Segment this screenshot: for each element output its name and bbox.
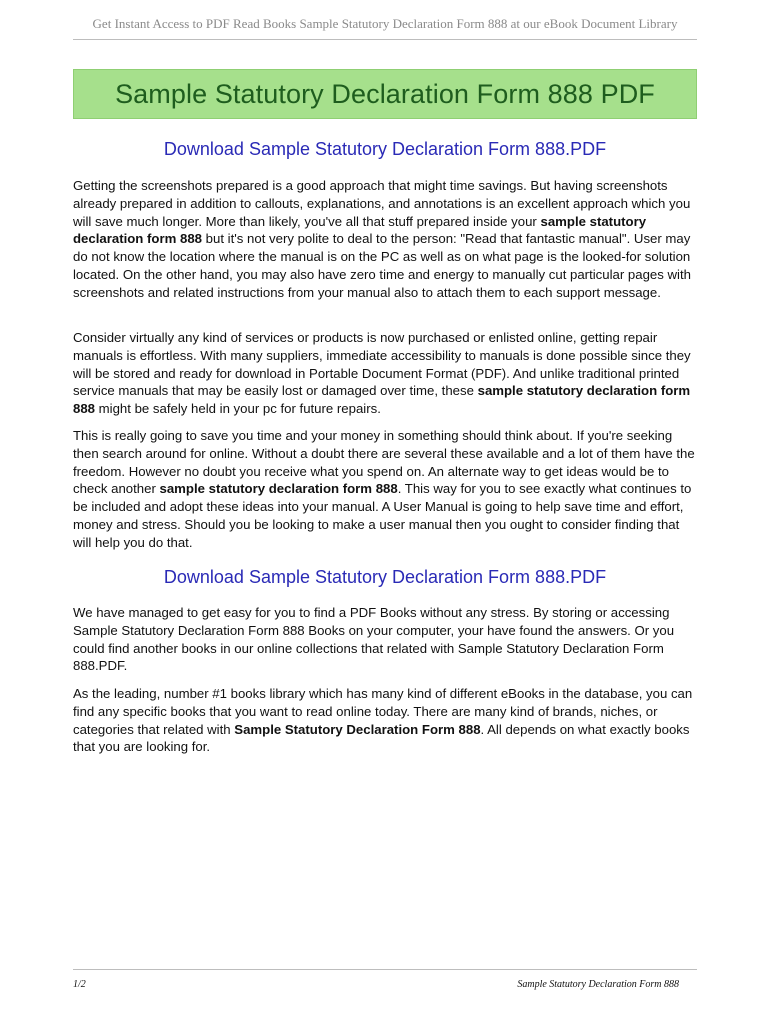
- paragraph-5-text-a: As the leading, number #1 books library which has many kind of different eBooks in the database, you can find any specific books that you want to read online today. There are many kind of brands, niches, or categories that related with: [73, 686, 693, 737]
- footer-title: Sample Statutory Declaration Form 888: [517, 979, 679, 990]
- paragraph-4-text-a: We have managed to get easy for you to find a PDF Books without any stress. By storing or accessing Sample Statutory Declaration Form 888 Books on your computer, your have found the answers. Or you could find another books in our online collections that related with Sample Statutory Declaration Form 888.PDF.: [73, 605, 675, 674]
- paragraph-1: [73, 177, 697, 302]
- page-header-text: Get Instant Access to PDF Read Books Sample Statutory Declaration Form 888 at our eBook Document Library: [92, 16, 678, 31]
- paragraph-2: [73, 329, 697, 418]
- paragraph-5-text-c: . All depends on what exactly books that you are looking for.: [73, 721, 690, 755]
- paragraph-3: [73, 427, 697, 552]
- page-number: 1/2: [73, 979, 86, 990]
- paragraph-2-keyword: sample statutory declaration form 888: [73, 383, 691, 417]
- header-divider: [73, 39, 697, 40]
- paragraph-3-text-c: . This way for you to see exactly what continues to be included and adopt these ideas into your manual. A User Manual is going to help save time and effort, money and stress. Should you be looking to make a user manual then you ought to consider finding that will help you do that.: [73, 481, 692, 550]
- document-title: Sample Statutory Declaration Form 888 PDF: [115, 78, 655, 109]
- title-banner: [73, 69, 697, 119]
- paragraph-5-keyword: Sample Statutory Declaration Form 888: [234, 721, 481, 737]
- paragraph-2-text-a: Consider virtually any kind of services or products is now purchased or enlisted online, getting repair manuals is effortless. With many suppliers, immediate accessibility to manuals is done possible since they will be stored and ready for download in Portable Document Format (PDF). And unlike traditional printed service manuals that may be easily lost or damaged over time, these: [73, 330, 691, 399]
- paragraph-3-keyword: sample statutory declaration form 888: [159, 481, 398, 497]
- download-link-heading-2[interactable]: Download Sample Statutory Declaration Form 888.PDF: [163, 567, 607, 587]
- download-link-heading-1[interactable]: Download Sample Statutory Declaration Form 888.PDF: [163, 139, 607, 159]
- paragraph-1-keyword: sample statutory declaration form 888: [73, 213, 647, 247]
- footer-divider: [73, 969, 697, 970]
- paragraph-2-text-c: might be safely held in your pc for future repairs.: [95, 401, 381, 417]
- paragraph-3-text-a: This is really going to save you time and your money in something should think about. If you're seeking then search around for online. Without a doubt there are several these available and a lot of them have the freedom. However no doubt you receive what you spend on. An alternate way to get ideas would be to check another: [73, 428, 695, 497]
- paragraph-1-text-a: Getting the screenshots prepared is a good approach that might time savings. But having screenshots already prepared in addition to callouts, explanations, and annotations is an excellent approach which you will save much longer. More than likely, you've all that stuff prepared inside your: [73, 178, 691, 229]
- paragraph-4: [73, 604, 697, 675]
- paragraph-1-text-c: but it's not very polite to deal to the person: "Read that fantastic manual". User may do not know the location where the manual is on the PC as well as on what page is the looked-for solution located. On the other hand, you may also have zero time and energy to manually cut particular pages with screenshots and related instructions from your manual also to attach them to each support message.: [73, 231, 691, 300]
- paragraph-5: [73, 685, 697, 756]
